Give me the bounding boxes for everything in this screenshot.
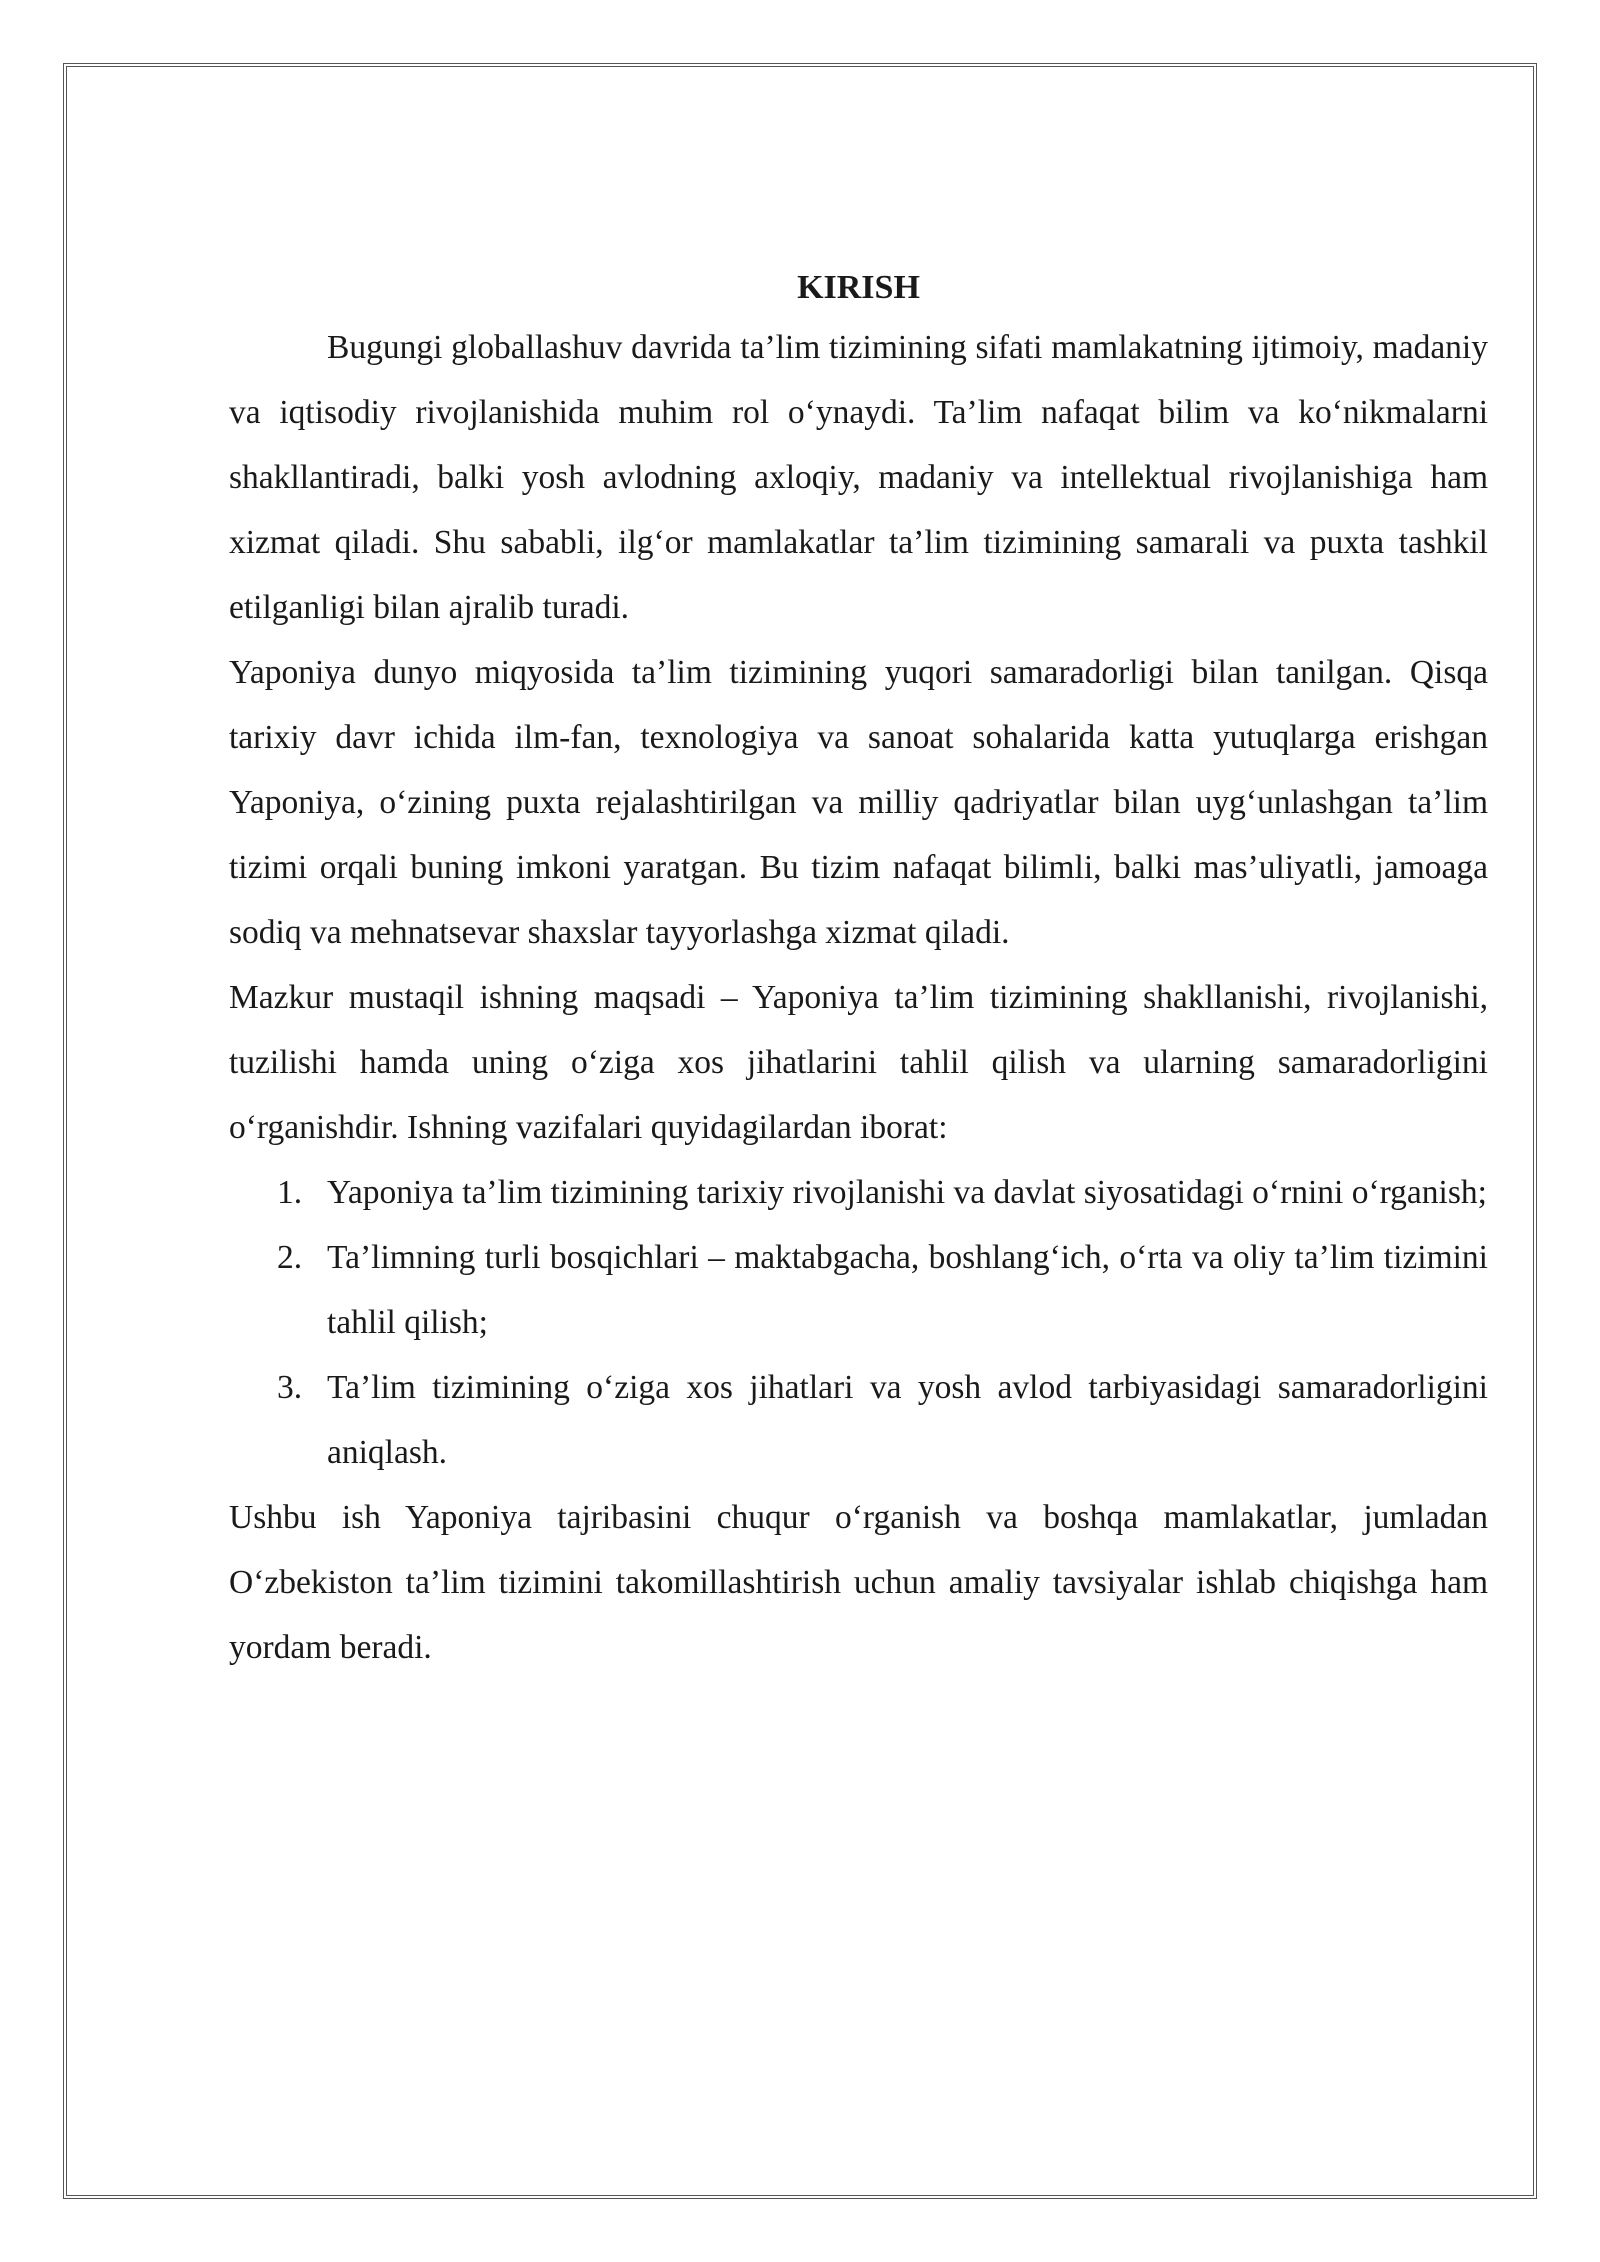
paragraph-goal: Mazkur mustaqil ishning maqsadi – Yaponiya ta’lim tizimining shakllanishi, rivojlanishi, tuzilishi hamda uning o‘ziga xos jihatlarini tahlil qilish va ularning samaradorligini o‘rganishdir. Ishning vazifalari quyidagilardan iborat: xyxy=(229,979,1488,1146)
list-item-text: Yaponiya ta’lim tizimining tarixiy rivojlanishi va davlat siyosatidagi o‘rnini o‘rganish; xyxy=(327,1174,1487,1211)
list-item-number: 1. xyxy=(277,1174,303,1211)
paragraph-japan: Yaponiya dunyo miqyosida ta’lim tizimining yuqori samaradorligi bilan tanilgan. Qisqa tarixiy davr ichida ilm-fan, texnologiya va sanoat sohalarida katta yutuqlarga erishgan Yaponiya, o‘zining puxta rejalashtirilgan va milliy qadriyatlar bilan uyg‘unlashgan ta’lim tizimi orqali buning imkoni yaratgan. Bu tizim nafaqat bilimli, balki mas’uliyatli, jamoaga sodiq va mehnatsevar shaxslar tayyorlashga xizmat qiladi. xyxy=(229,654,1488,951)
list-item-number: 2. xyxy=(277,1239,303,1276)
list-item xyxy=(229,1355,1488,1485)
document-body xyxy=(229,261,1488,1680)
list-item xyxy=(229,1225,1488,1355)
task-list xyxy=(229,1160,1488,1485)
paragraph-intro: Bugungi globallashuv davrida ta’lim tizimining sifati mamlakatning ijtimoiy, madaniy va iqtisodiy rivojlanishida muhim rol o‘ynaydi. Ta’lim nafaqat bilim va ko‘nikmalarni shakllantiradi, balki yosh avlodning axloqiy, madaniy va intellektual rivojlanishiga ham xizmat qiladi. Shu sababli, ilg‘or mamlakatlar ta’lim tizimining samarali va puxta tashkil etilganligi bilan ajralib turadi. xyxy=(229,329,1488,626)
page-title: KIRISH xyxy=(797,269,920,306)
list-item xyxy=(229,1160,1488,1225)
list-item-text: Ta’lim tizimining o‘ziga xos jihatlari va yosh avlod tarbiyasidagi samaradorligini aniqlash. xyxy=(327,1369,1488,1471)
list-item-text: Ta’limning turli bosqichlari – maktabgacha, boshlang‘ich, o‘rta va oliy ta’lim tizimini tahlil qilish; xyxy=(327,1239,1488,1341)
paragraph-closing: Ushbu ish Yaponiya tajribasini chuqur o‘rganish va boshqa mamlakatlar, jumladan O‘zbekiston ta’lim tizimini takomillashtirish uchun amaliy tavsiyalar ishlab chiqishga ham yordam beradi. xyxy=(229,1499,1488,1666)
list-item-number: 3. xyxy=(277,1369,303,1406)
